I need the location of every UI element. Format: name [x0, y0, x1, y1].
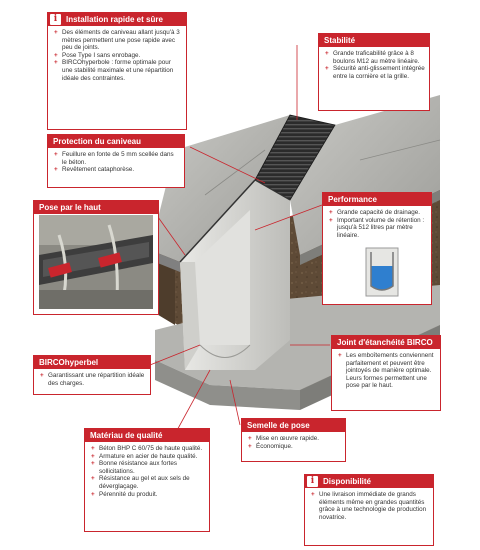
list-item: + Revêtement cataphorèse. [54, 166, 180, 174]
list-item: + Économique. [248, 443, 341, 451]
semelle-title: Semelle de pose [242, 419, 345, 432]
list-item: + Sécurité anti-glissement intégrée entre la cornière et la grille. [325, 65, 425, 80]
info-icon: i [50, 14, 61, 25]
materiau-list [85, 442, 209, 501]
disponibilite-title: i Disponibilité [305, 475, 433, 488]
installation-list [48, 26, 186, 85]
disponibilite-callout [304, 474, 434, 546]
materiau-title: Matériau de qualité [85, 429, 209, 442]
materiau-callout [84, 428, 210, 532]
protection-title: Protection du caniveau [48, 135, 184, 148]
protection-list [48, 148, 184, 177]
stabilite-callout [318, 33, 430, 111]
list-item: + Armature en acier de haute qualité. [91, 453, 205, 461]
list-item: + Feuillure en fonte de 5 mm scellée dans le béton. [54, 151, 180, 166]
semelle-list [242, 432, 345, 453]
performance-title: Performance [323, 193, 431, 206]
list-item: + Bonne résistance aux fortes sollicitations. [91, 460, 205, 475]
list-item: + Mise en œuvre rapide. [248, 435, 341, 443]
list-item: + Pérennité du produit. [91, 491, 205, 499]
channel-section-icon [364, 246, 400, 298]
list-item: + BIRCOhyperbole : forme optimale pour une stabilité maximale et une répartition idéale des contraintes. [54, 59, 182, 82]
installation-callout [47, 12, 187, 130]
pose-title: Pose par le haut [34, 201, 158, 214]
list-item: + Les emboîtements conviennent parfaitement et peuvent être jointoyés de manière optimale. Leurs formes permettent une pose par le haut. [338, 352, 436, 390]
protection-callout [47, 134, 185, 188]
joint-callout [331, 335, 441, 411]
info-icon: i [307, 476, 318, 487]
installation-title: i Installation rapide et sûre [48, 13, 186, 26]
list-item: + Pose Type I sans enrobage. [54, 52, 182, 60]
installation-photo [39, 215, 153, 309]
list-item: + Grande capacité de drainage. [329, 209, 427, 217]
list-item: + Des éléments de caniveau allant jusqu'à 3 mètres permettent une pose rapide avec peu de joints. [54, 29, 182, 52]
stabilite-list [319, 47, 429, 83]
stabilite-title: Stabilité [319, 34, 429, 47]
joint-list [332, 349, 440, 393]
list-item: + Une livraison immédiate de grands éléments même en grandes quantités grâce à une technologie de production novatrice. [311, 491, 429, 521]
hyperbel-list [34, 369, 150, 390]
list-item: + Important volume de rétention : jusqu'à 512 litres par mètre linéaire. [329, 217, 427, 240]
list-item: + Grande traficabilité grâce à 8 boulons M12 au mètre linéaire. [325, 50, 425, 65]
joint-title: Joint d'étanchéité BIRCO [332, 336, 440, 349]
semelle-callout [241, 418, 346, 462]
disponibilite-list [305, 488, 433, 524]
hyperbel-title: BIRCOhyperbel [34, 356, 150, 369]
list-item: + Résistance au gel et aux sels de déverglaçage. [91, 475, 205, 490]
hyperbel-callout [33, 355, 151, 395]
list-item: + Béton BHP C 60/75 de haute qualité. [91, 445, 205, 453]
performance-list [323, 206, 431, 242]
list-item: + Garantissant une répartition idéale des charges. [40, 372, 146, 387]
